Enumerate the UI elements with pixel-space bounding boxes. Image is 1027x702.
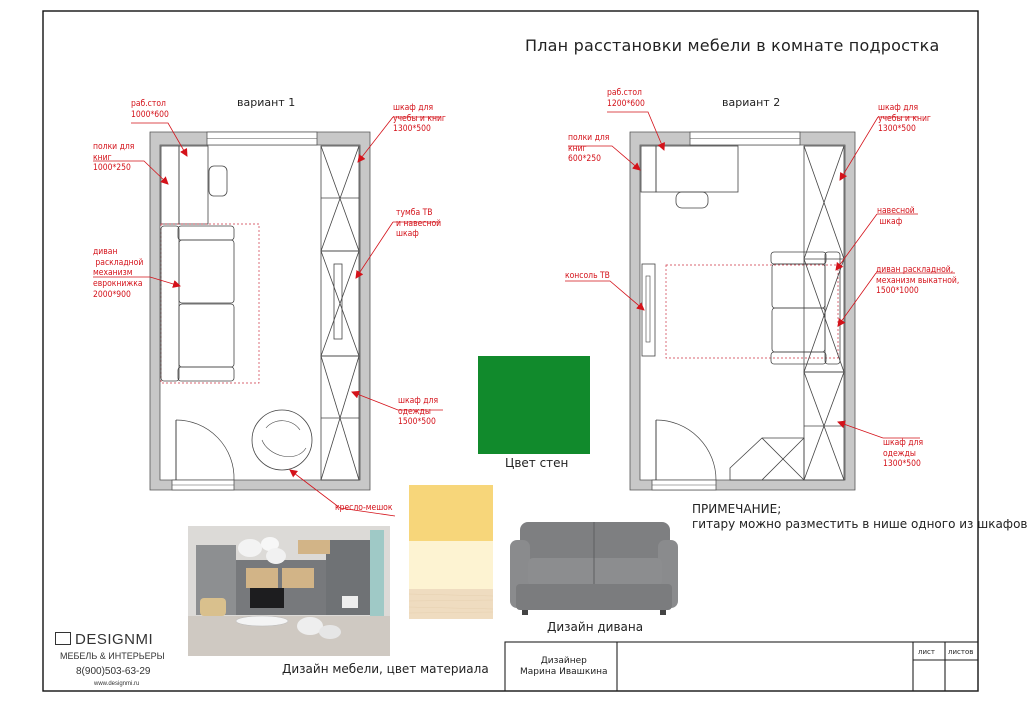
brand-phone: 8(900)503-63-29 <box>76 666 151 677</box>
brand-logo <box>55 631 153 650</box>
v2-sofa-label: диван раскладной, механизм выкатной, 1500*1000 <box>876 265 960 297</box>
variant-1-label: вариант 1 <box>237 96 296 109</box>
room2-chair <box>676 192 708 208</box>
v1-wardrobe-clothes-label: шкаф для одежды 1500*500 <box>398 396 439 428</box>
stamp-sheets-label: листов <box>948 648 974 656</box>
v1-sofa-label: диван раскладной механизм еврокнижка 2000*900 <box>93 247 144 300</box>
v2-hanging-cabinet-label: навесной шкаф <box>877 206 915 227</box>
room2-shelves <box>641 146 656 192</box>
v2-desk-label: раб.стол 1200*600 <box>607 88 645 109</box>
sofa-illustration <box>510 522 678 615</box>
v2-wardrobe-books-label: шкаф для учебы и книг 1300*500 <box>878 103 931 135</box>
room1-desk <box>179 146 208 224</box>
v1-bean-bag-label: кресло-мешок <box>335 503 393 513</box>
wall-color-swatch <box>478 356 590 454</box>
plan-variant-1 <box>150 132 370 490</box>
room2-sofa-outline <box>666 265 838 358</box>
v1-shelves-label: полки для книг 1000*250 <box>93 142 135 174</box>
v1-tv-unit-label: тумба ТВ и навесной шкаф <box>396 208 442 240</box>
page-title: План расстановки мебели в комнате подростка <box>525 36 940 55</box>
room1-sofa <box>161 226 179 381</box>
room2-wall <box>630 132 855 490</box>
furniture-caption: Дизайн мебели, цвет материала <box>282 662 489 676</box>
room2-door-swing <box>656 420 716 480</box>
wall-color-caption: Цвет стен <box>505 456 569 470</box>
logo-icon <box>55 632 71 645</box>
v2-wardrobe-clothes-label: шкаф для одежды 1300*500 <box>883 438 924 470</box>
v2-shelves-label: полки для книг 600*250 <box>568 133 610 165</box>
brand-name: DESIGNMI <box>75 631 154 648</box>
material-swatch-3 <box>409 589 493 619</box>
v1-wardrobe-books-label: шкаф для учебы и книг 1300*500 <box>393 103 446 135</box>
variant-2-label: вариант 2 <box>722 96 781 109</box>
room2-sofa <box>771 252 840 364</box>
v2-console-label: консоль ТВ <box>565 271 610 281</box>
interior-photo <box>188 526 390 656</box>
stamp-sheet-label: лист <box>918 648 935 656</box>
leaders-variant-1 <box>93 117 443 516</box>
stamp-designer: Дизайнер Марина Ивашкина <box>520 656 608 678</box>
note-heading: ПРИМЕЧАНИЕ; <box>692 502 782 516</box>
room2-desk <box>656 146 738 192</box>
sofa-caption: Дизайн дивана <box>547 620 644 634</box>
v1-desk-label: раб.стол 1000*600 <box>131 99 169 120</box>
room1-shelves <box>161 146 179 224</box>
room1-wardrobes <box>321 146 359 480</box>
plan-variant-2 <box>630 132 855 490</box>
room1-sofa-outline <box>161 224 259 383</box>
note-text: гитару можно разместить в нише одного из шкафов <box>692 517 1027 531</box>
room2-wardrobes <box>730 146 844 480</box>
brand-site: www.designmi.ru <box>94 681 140 687</box>
material-swatch-2 <box>409 541 493 589</box>
room1-chair <box>209 166 227 196</box>
material-swatch-1 <box>409 485 493 541</box>
brand-tagline: МЕБЕЛЬ & ИНТЕРЬЕРЫ <box>60 651 165 661</box>
room1-door-swing <box>176 420 234 480</box>
room1-bean-bag <box>252 410 312 470</box>
